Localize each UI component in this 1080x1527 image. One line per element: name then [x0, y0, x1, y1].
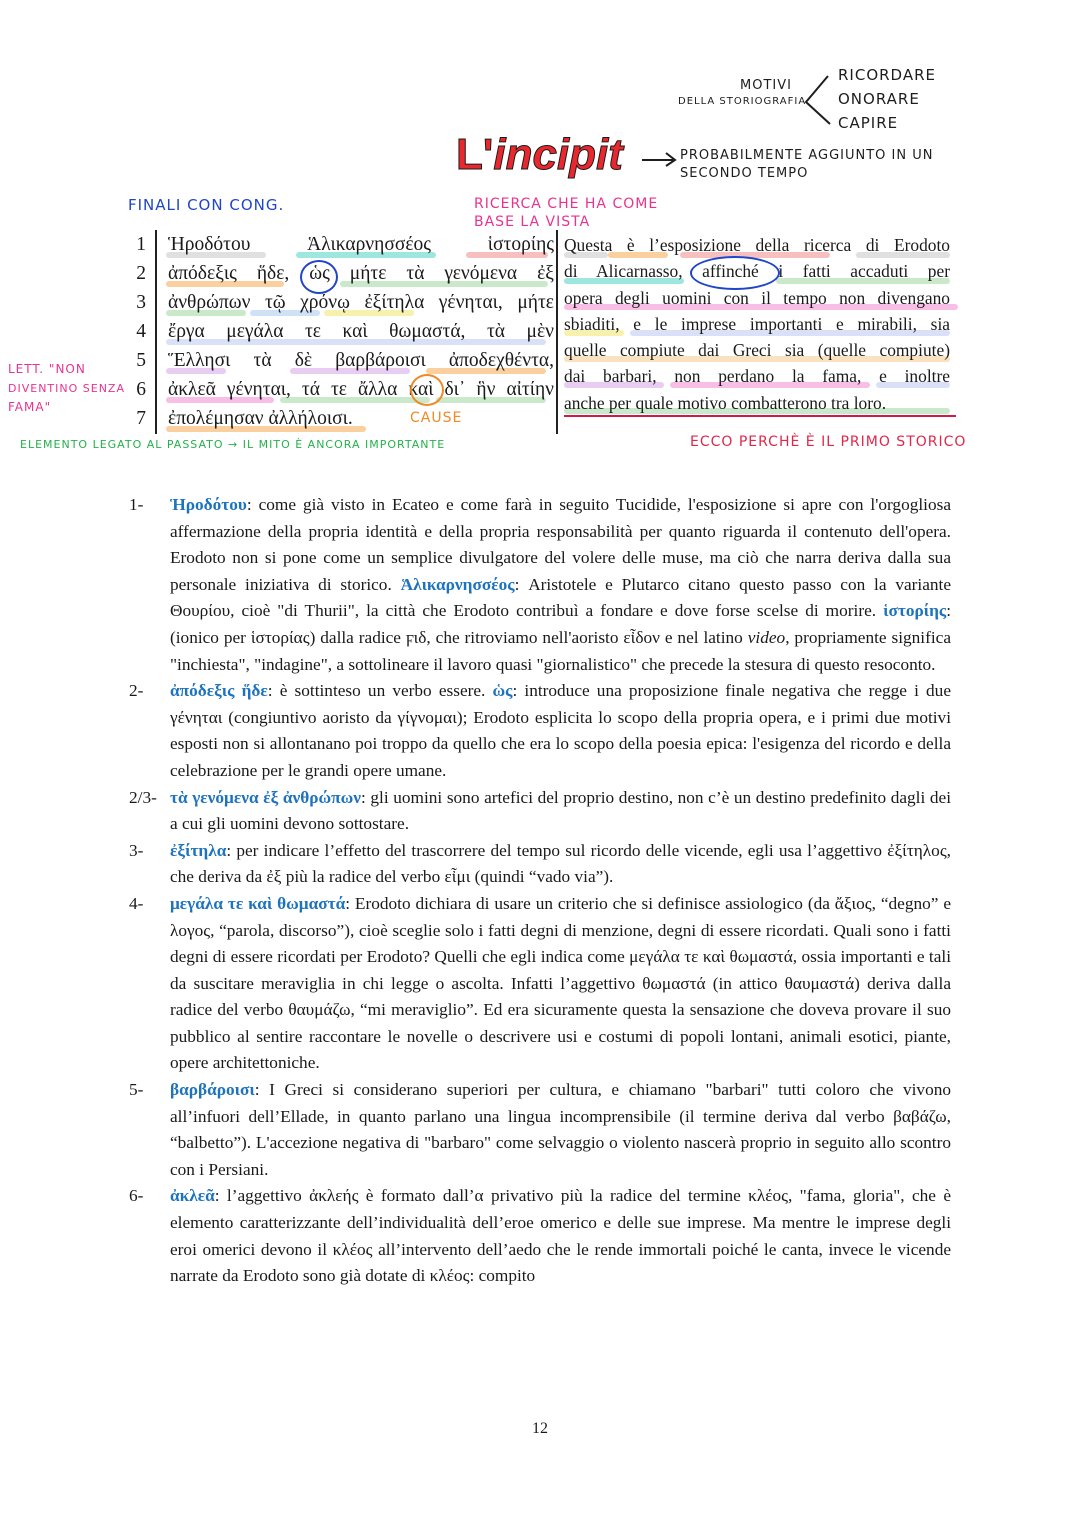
- translation-line: opera degli uomini con il tempo non divengano: [564, 287, 950, 308]
- commentary-note: [129, 492, 951, 678]
- greek-term: ἐξίτηλα: [170, 840, 227, 860]
- brace-icon: [796, 72, 836, 132]
- page-title: L'incipit: [456, 130, 623, 179]
- motivo-onorare: ONORARE: [838, 90, 920, 108]
- elemento-note: ELEMENTO LEGATO AL PASSATO → IL MITO È ANCORA IMPORTANTE: [20, 438, 446, 451]
- note-text: video: [747, 627, 786, 647]
- note-text: : è sottinteso un verbo essere.: [267, 681, 493, 701]
- greek-term: ὡς: [492, 681, 513, 701]
- greek-term: ἀκλεᾶ: [170, 1186, 215, 1206]
- greek-line: 2 ἀπόδεξις ἥδε, ὡς μήτε τὰ γενόμενα ἐξ: [136, 263, 554, 284]
- note-text: : Erodoto dichiara di usare un criterio che si definisce assiologico (da ἄξιος, “degno” e λογος, “parola, discorso”), cioè sceglie solo i fatti degni di menzione, degni di essere ricordati. Quali sono i fatti degni di essere ricordati per Erodoto? Quelli che egli indica come μεγάλα τε καὶ θωμαστά, ossia importanti e tali da suscitare meraviglia in chi legge o ascolta. Infatti l’aggettivo θωμαστά (in attico θαυμαστά) deriva dalla radice del verbo θαυμάζω, “mi meraviglio”. Ed era sicuramente questa la sensazione che doveva provare il suo pubblico al sentire raccontare le novelle o descrivere usi e costumi di popoli lontani, animali esotici, piante, opere architettoniche.: [170, 893, 951, 1073]
- ricerca-note-line1: RICERCA CHE HA COME: [474, 196, 659, 212]
- commentary-note: [129, 891, 951, 1077]
- commentary-note: [129, 838, 951, 891]
- motivo-capire: CAPIRE: [838, 114, 899, 132]
- lett-note-line1: LETT. "NON: [8, 362, 86, 376]
- note-text: : l’aggettivo ἀκλεής è formato dall’α privativo più la radice del termine κλέος, "fama, gloria", che è elemento caratterizzante dell’individualità dell’eroe omerico e delle sue imprese. Ma mentre le imprese degli eroi omerici devono il κλέος all’intervento dell’aedo che le rende immortali poiché le canta, invece le vicende narrate da Erodoto sono già dotate di κλέος: compito: [170, 1186, 951, 1286]
- greek-term: Ἁλικαρνησσέος: [400, 574, 515, 594]
- note-text: : introduce una proposizione finale negativa che regge i due γένηται (congiuntivo aoristo da γίγνομαι); Erodoto esplicita lo scopo della propria opera, e i primi due motivi esposti non si allontanano poi troppo da quello che era lo scopo della poesia epica: l'esigenza del ricordo e della celebrazione per le grandi opere umane.: [170, 681, 951, 780]
- greek-term: Ἡροδότου: [170, 495, 247, 514]
- commentary-note: [129, 1077, 951, 1183]
- note-text: : Aristotele e Plutarco citano questo passo con la variante Θουρίου, cioè "di Thurii", la città che Erodoto contribuì a fondare e dove forse scelse di morire.: [170, 574, 951, 621]
- translation-line: anche per quale motivo combatterono tra loro.: [564, 392, 887, 413]
- greek-line: 4 ἔργα μεγάλα τε καὶ θωμαστά, τὰ μὲν: [136, 321, 554, 342]
- note-body: [170, 785, 951, 838]
- note-number: 3-: [129, 840, 144, 860]
- note-body: [170, 1183, 951, 1289]
- translation-block: [564, 232, 950, 416]
- title-note-line2: SECONDO TEMPO: [680, 166, 809, 181]
- greek-term: ἱστορίης: [883, 601, 947, 621]
- note-text: , propriamente significa "inchiesta", "indagine", a sottolineare il lavoro quasi "giornalistico" che precede la stesura di questo resoconto.: [170, 627, 951, 674]
- note-body: [170, 838, 951, 891]
- note-number: 2/3-: [129, 787, 157, 807]
- commentary-note: [129, 678, 951, 784]
- commentary: [129, 492, 951, 1290]
- greek-line: 7 ἐπολέμησαν ἀλλήλοισι.: [136, 408, 353, 429]
- note-text: : gli uomini sono artefici del proprio destino, non c’è un destino predefinito dagli dei a cui gli uomini devono sottostare.: [170, 787, 951, 834]
- arrow-right-icon: [640, 148, 680, 168]
- note-body: [170, 891, 951, 1077]
- greek-line: 1 Ἡροδότου Ἁλικαρνησσέος ἱστορίης: [136, 234, 554, 255]
- translation-line: sbiaditi, e le imprese importanti e mirabili, sia: [564, 313, 950, 334]
- note-number: 6-: [129, 1186, 144, 1206]
- note-body: [170, 1077, 951, 1183]
- lett-note-line3: FAMA": [8, 400, 52, 414]
- translation-line: dai barbari, non perdano la fama, e inoltre: [564, 366, 950, 387]
- motivi-label: MOTIVI: [740, 78, 792, 93]
- greek-line: 5 Ἕλλησι τὰ δὲ βαρβάροισι ἀποδεχθέντα,: [136, 350, 554, 371]
- circle-mark: [300, 260, 338, 294]
- greek-line: 6 ἀκλεᾶ γένηται, τά τε ἄλλα καὶ δι᾽ ἣν αἰτίην: [136, 379, 554, 400]
- translation-line: Questa è l’esposizione della ricerca di Erodoto: [564, 235, 950, 255]
- greek-line: 3 ἀνθρώπων τῷ χρόνῳ ἐξίτηλα γένηται, μήτε: [136, 292, 554, 313]
- underline-mark: [564, 415, 956, 417]
- table-divider-right: [556, 230, 558, 434]
- ecco-note: ECCO PERCHÈ È IL PRIMO STORICO: [690, 434, 967, 450]
- note-text: : per indicare l’effetto del trascorrere del tempo sul ricordo delle vicende, egli usa l’aggettivo ἐξίτηλος, che deriva da ἐξ più la radice del verbo εἶμι (quindi “vado via”).: [170, 840, 951, 887]
- finali-note: FINALI CON CONG.: [128, 196, 285, 214]
- motivo-ricordare: RICORDARE: [838, 66, 936, 84]
- note-text: : come già visto in Ecateo e come farà in seguito Tucidide, l'esposizione si apre con l'orgogliosa affermazione della propria identità e della propria responsabilità per quanto riguarda il contenuto dell'opera. Erodoto non si pone come un semplice divulgatore del volere delle muse, ma ciò che narra deriva dalla sua personale iniziativa di storico.: [170, 495, 951, 594]
- commentary-note: [129, 1183, 951, 1289]
- ricerca-note-line2: BASE LA VISTA: [474, 214, 591, 230]
- circle-mark: [410, 374, 444, 406]
- note-number: 4-: [129, 893, 144, 913]
- greek-term: βαρβάροισι: [170, 1080, 255, 1100]
- greek-term: μεγάλα τε καὶ θωμαστά: [170, 893, 346, 913]
- cause-note: CAUSE: [410, 410, 463, 426]
- note-body: [170, 492, 951, 678]
- title-note-line1: PROBABILMENTE AGGIUNTO IN UN: [680, 148, 934, 163]
- note-number: 2-: [129, 681, 144, 701]
- storiografia-label: DELLA STORIOGRAFIA: [678, 96, 807, 107]
- greek-text-block: [124, 230, 554, 433]
- note-body: [170, 678, 951, 784]
- lett-note-line2: DIVENTINO SENZA: [8, 382, 125, 395]
- note-number: 5-: [129, 1080, 144, 1100]
- note-number: 1-: [129, 495, 144, 514]
- greek-term: τὰ γενόμενα ἐξ ἀνθρώπων: [170, 787, 361, 807]
- note-text: : I Greci si considerano superiori per cultura, e chiamano "barbari" tutti coloro che vivono all’infuori dell’Ellade, in quanto parlano una lingua incomprensibile (il termine deriva dal verbo βαβάζω, “balbetto”). L'accezione negativa di "barbaro" come selvaggio o violento nascerà proprio in seguito allo scontro con i Persiani.: [170, 1080, 951, 1179]
- translation-line: di Alicarnasso, affinché i fatti accaduti per: [564, 261, 950, 282]
- page-number: 12: [532, 1420, 548, 1437]
- commentary-note: [129, 785, 951, 838]
- note-text: : (ionico per ἱστορίας) dalla radice ϝιδ, che ritroviamo nell'aoristo εἶδον e nel latino: [170, 601, 951, 647]
- greek-term: ἀπόδεξις ἥδε: [170, 681, 268, 701]
- translation-line: quelle compiute dai Greci sia (quelle compiute): [564, 340, 950, 361]
